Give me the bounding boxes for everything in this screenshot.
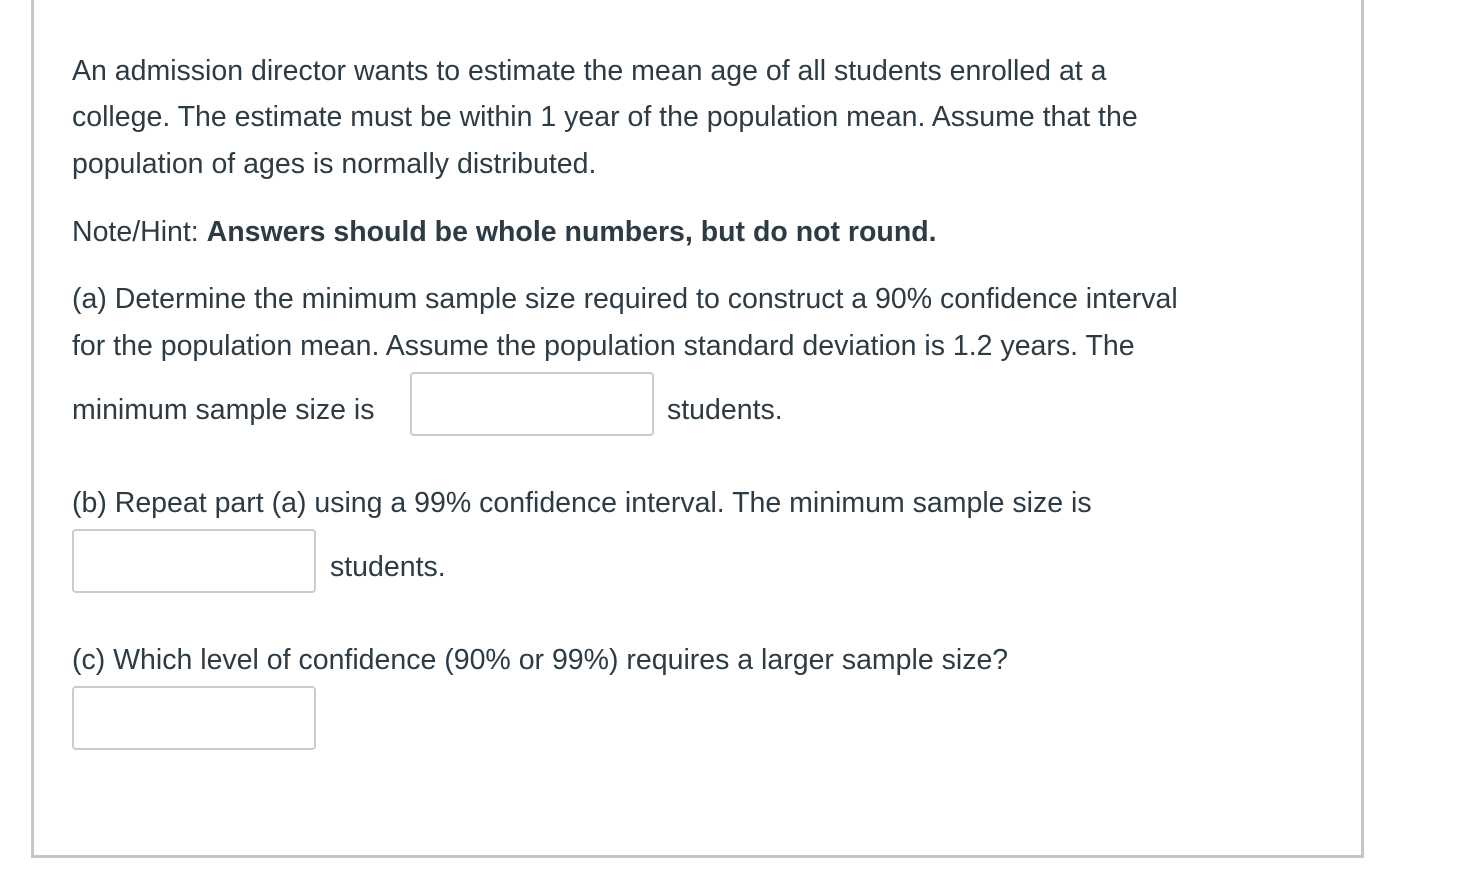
part-a-line-1: (a) Determine the minimum sample size required to construct a 90% confidence interval [72,283,1178,315]
part-b-line-1: (b) Repeat part (a) using a 99% confidence interval. The minimum sample size is [72,487,1092,519]
part-c-answer-input[interactable] [72,686,316,750]
intro-line-3: population of ages is normally distributed. [72,148,597,180]
part-b-after-box: students. [330,551,446,583]
intro-line-2: college. The estimate must be within 1 year of the population mean. Assume that the [72,101,1138,133]
part-a-after-box: students. [667,394,783,426]
intro-line-1: An admission director wants to estimate the mean age of all students enrolled at a [72,55,1107,87]
note-hint [72,209,937,256]
part-a-answer-input[interactable] [410,372,654,436]
question-card [31,0,1364,858]
part-a-line-2: for the population mean. Assume the population standard deviation is 1.2 years. The [72,330,1135,362]
part-b-answer-input[interactable] [72,529,316,593]
note-label: Note/Hint: [72,216,207,248]
note-text: Answers should be whole numbers, but do not round. [206,216,937,248]
part-c-line-1: (c) Which level of confidence (90% or 99%) requires a larger sample size? [72,644,1009,676]
part-a-before-box: minimum sample size is [72,394,375,426]
